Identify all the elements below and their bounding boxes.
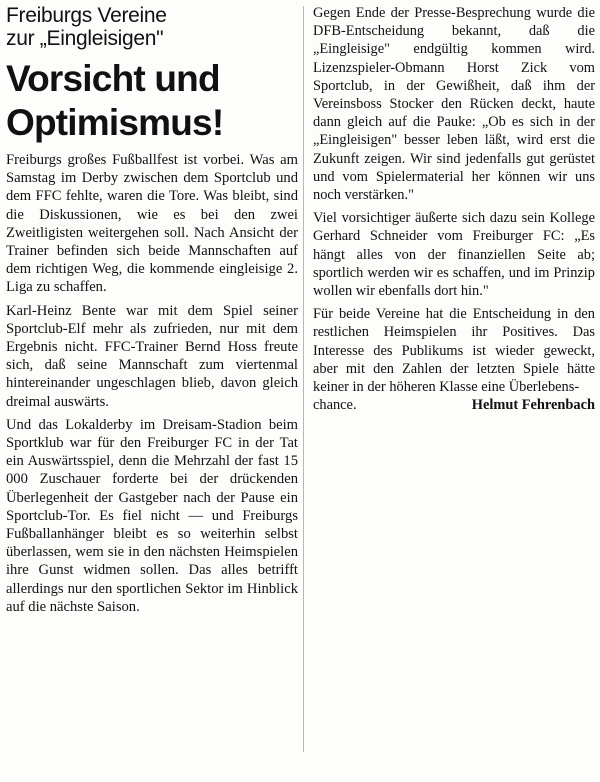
column-divider [303,6,304,752]
paragraph-derby: Und das Lokalderby im Dreisam-Stadion beim Sportklub war für den Freiburger FC in der Tat ein Auswärtsspiel, denn die Mehrzahl der fast 15 000 Zuschauer forderte bei der drückenden Überlegenheit der Gastgeber nach der Pause ein Sportclub-Tor. Es fiel nicht — und Freiburgs Fußballanhänger bleibt es so weiterhin selbst überlassen, wem sie in den nächsten Heimspielen ihre Gunst widmen sollen. Das alles betrifft allerdings nur den sportlichen Sektor im Hinblick auf die nächste Saison. [6,416,298,615]
right-column [313,4,595,414]
left-column [6,4,298,621]
paragraph-conclusion: Für beide Vereine hat die Entscheidung in den restlichen Heimspielen ihr Positives. Das Interesse des Publikums ist wieder geweckt, aber mit den Zahlen der letzten Spiele hätte keiner in der höheren Klasse eine Überlebens- [313,306,595,396]
paragraph-zick: Gegen Ende der Presse-Besprechung wurde die DFB-Entscheidung bekannt, daß die „Eingleisige" endgültig kommen wird. Lizenzspieler-Obmann Horst Zick vom Sportclub, in der Gewißheit, daß ihm der Vereinsboss Stocker den Rücken deckt, haute dann gleich auf die Pauke: „Ob es sich in der „Eingleisigen" besser leben läßt, wird erst die Zukunft zeigen. Wir sind jedenfalls gut gerüstet und vom Spielermaterial her können wir uns noch verstärken." [313,5,595,204]
headline-line-1: Vorsicht und [6,58,220,99]
headline-line-2: Optimismus! [6,102,224,143]
author-byline: Helmut Fehrenbach [471,397,595,414]
closing-word: chance. [313,397,357,414]
paragraph-bente: Karl-Heinz Bente war mit dem Spiel seiner Sportclub-Elf mehr als zufrieden, nur mit dem Ergebnis nicht. FFC-Trainer Bernd Hoss freute sich, daß seine Mannschaft zum viertenmal hintereinander ungeschlagen blieb, davon gleich dreimal auswärts. [6,302,298,410]
paragraph-intro: Freiburgs großes Fußballfest ist vorbei. Was am Samstag im Derby zwischen dem Sportclub und dem FFC fehlte, waren die Tore. Was bleibt, sind die Diskussionen, wie es bei den zwei Zweitligisten weitergehen soll. Nach Ansicht der Trainer befinden sich beide Mannschaften auf dem richtigen Weg, die kommende eingleisige 2. Liga zu schaffen. [6,152,298,296]
headline [6,57,298,145]
kicker-line-2: zur „Eingleisigen" [6,27,164,50]
paragraph-schneider: Viel vorsichtiger äußerte sich dazu sein Kollege Gerhard Schneider vom Freiburger FC: „Es hängt alles von der finanziellen Seite ab; sportlich werden wir es schaffen, und im Prinzip wollen wir ebenfalls dort hin." [313,210,595,300]
kicker-line-1: Freiburgs Vereine [6,4,167,27]
byline-row [313,396,595,414]
